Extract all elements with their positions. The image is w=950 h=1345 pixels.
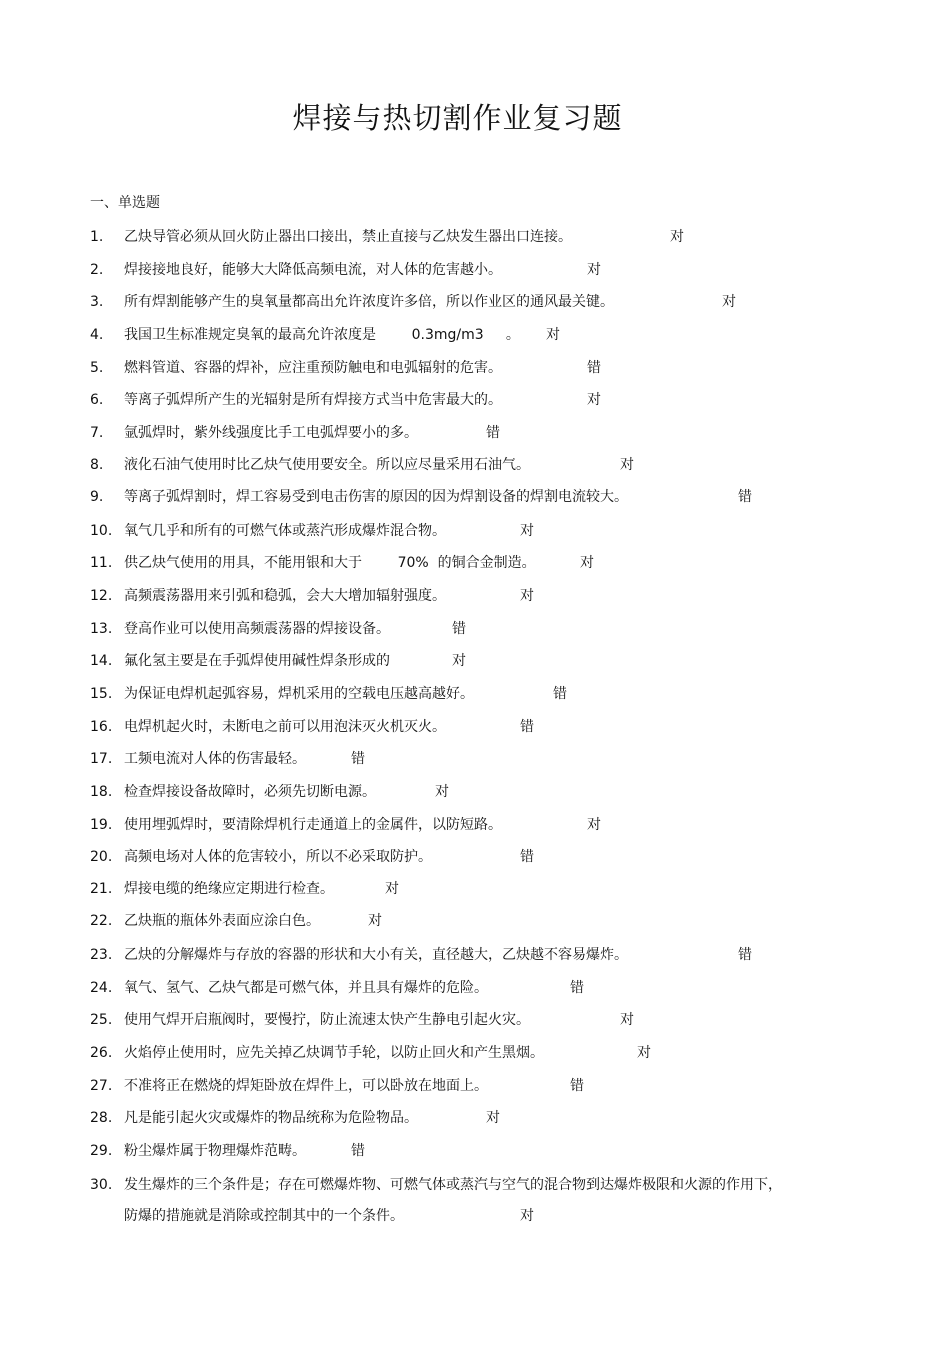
question-number: 15. (90, 686, 113, 702)
question-text: 燃料管道、容器的焊补，应注重预防触电和电弧辐射的危害。 (124, 360, 502, 376)
question-answer: 对 (670, 229, 684, 245)
question-text: 焊接电缆的绝缘应定期进行检查。 (124, 881, 334, 897)
question-number: 24. (90, 980, 113, 996)
question-answer: 错 (738, 489, 752, 505)
page-title: 焊接与热切割作业复习题 (292, 101, 623, 135)
question-text: 高频电场对人体的危害较小，所以不必采取防护。 (124, 849, 432, 865)
question-number: 29. (90, 1143, 113, 1159)
question-text: 使用气焊开启瓶阀时，要慢拧，防止流速太快产生静电引起火灾。 (124, 1012, 530, 1028)
question-text: 登高作业可以使用高频震荡器的焊接设备。 (124, 621, 390, 637)
question-number: 26. (90, 1045, 113, 1061)
question-number: 18. (90, 784, 113, 800)
question-text: 检查焊接设备故障时，必须先切断电源。 (124, 784, 376, 800)
question-answer: 错 (570, 980, 584, 996)
question-answer: 对 (587, 262, 601, 278)
question-number: 12. (90, 588, 113, 604)
question-answer: 错 (520, 719, 534, 735)
question-text: 粉尘爆炸属于物理爆炸范畴。 (124, 1143, 306, 1159)
question-text: 氟化氢主要是在手弧焊使用碱性焊条形成的 (124, 653, 390, 669)
question-answer: 对 (520, 588, 534, 604)
question-text: 等离子弧焊所产生的光辐射是所有焊接方式当中危害最大的。 (124, 392, 502, 408)
question-text: 高频震荡器用来引弧和稳弧，会大大增加辐射强度。 (124, 588, 446, 604)
question-answer: 对 (587, 817, 601, 833)
question-number: 25. (90, 1012, 113, 1028)
question-answer: 错 (520, 849, 534, 865)
question-text: 电焊机起火时，未断电之前可以用泡沫灭火机灭火。 (124, 719, 446, 735)
question-answer: 对 (620, 1012, 634, 1028)
question-answer: 对 (385, 881, 399, 897)
question-text: 乙炔的分解爆炸与存放的容器的形状和大小有关，直径越大，乙炔越不容易爆炸。 (124, 947, 628, 963)
question-number: 3. (90, 294, 104, 310)
question-number: 10. (90, 523, 113, 539)
question-answer: 对 (368, 913, 382, 929)
question-number: 13. (90, 621, 113, 637)
question-number: 30. (90, 1177, 113, 1193)
question-number: 20. (90, 849, 113, 865)
question-answer: 错 (738, 947, 752, 963)
question-answer: 对 (486, 1110, 500, 1126)
question-text: 液化石油气使用时比乙炔气使用要安全。所以应尽量采用石油气。 (124, 457, 530, 473)
question-number: 6. (90, 392, 104, 408)
question-number: 8. (90, 457, 104, 473)
question-text: 焊接接地良好，能够大大降低高频电流，对人体的危害越小。 (124, 262, 502, 278)
question-text: 使用埋弧焊时，要清除焊机行走通道上的金属件，以防短路。 (124, 817, 502, 833)
question-number: 5. (90, 360, 104, 376)
question-text: 氧气几乎和所有的可燃气体或蒸汽形成爆炸混合物。 (124, 523, 446, 539)
question-text: 乙炔瓶的瓶体外表面应涂白色。 (124, 913, 320, 929)
question-text: 我国卫生标准规定臭氧的最高允许浓度是 0.3mg/m3 。 (124, 327, 520, 343)
question-text: 不准将正在燃烧的焊矩卧放在焊件上，可以卧放在地面上。 (124, 1078, 488, 1094)
question-number: 1. (90, 229, 104, 245)
question-answer: 对 (580, 555, 594, 571)
question-number: 19. (90, 817, 113, 833)
question-number: 16. (90, 719, 113, 735)
question-number: 22. (90, 913, 113, 929)
question-text: 火焰停止使用时，应先关掉乙炔调节手轮，以防止回火和产生黑烟。 (124, 1045, 544, 1061)
question-number: 9. (90, 489, 104, 505)
question-answer: 错 (351, 1143, 365, 1159)
question-number: 28. (90, 1110, 113, 1126)
question-answer: 错 (570, 1078, 584, 1094)
question-answer: 错 (452, 621, 466, 637)
question-text: 为保证电焊机起弧容易，焊机采用的空载电压越高越好。 (124, 686, 474, 702)
question-text: 凡是能引起火灾或爆炸的物品统称为危险物品。 (124, 1110, 418, 1126)
question-number: 2. (90, 262, 104, 278)
question-answer: 错 (486, 425, 500, 441)
question-answer: 对 (587, 392, 601, 408)
question-number: 7. (90, 425, 104, 441)
question-text: 发生爆炸的三个条件是；存在可燃爆炸物、可燃气体或蒸汽与空气的混合物到达爆炸极限和火源的作用下，防爆的措施就是消除或控制其中的一个条件。 (124, 1177, 782, 1224)
question-number: 4. (90, 327, 104, 343)
question-answer: 对 (546, 327, 560, 343)
question-number: 27. (90, 1078, 113, 1094)
question-text: 等离子弧焊割时，焊工容易受到电击伤害的原因的因为焊割设备的焊割电流较大。 (124, 489, 628, 505)
question-answer: 对 (722, 294, 736, 310)
question-answer: 对 (435, 784, 449, 800)
question-answer: 错 (587, 360, 601, 376)
question-answer: 错 (553, 686, 567, 702)
question-text: 氧气、氢气、乙炔气都是可燃气体，并且具有爆炸的危险。 (124, 980, 488, 996)
question-answer: 对 (520, 1208, 534, 1224)
question-answer: 对 (452, 653, 466, 669)
question-text: 工频电流对人体的伤害最轻。 (124, 751, 306, 767)
question-answer: 错 (351, 751, 365, 767)
question-number: 23. (90, 947, 113, 963)
question-number: 11. (90, 555, 113, 571)
question-number: 14. (90, 653, 113, 669)
question-answer: 对 (637, 1045, 651, 1061)
question-text: 氩弧焊时，紫外线强度比手工电弧焊要小的多。 (124, 425, 418, 441)
question-text: 供乙炔气使用的用具，不能用银和大于 70% 的铜合金制造。 (124, 555, 536, 571)
question-number: 17. (90, 751, 113, 767)
question-answer: 对 (520, 523, 534, 539)
question-text: 乙炔导管必须从回火防止器出口接出，禁止直接与乙炔发生器出口连接。 (124, 229, 572, 245)
question-answer: 对 (620, 457, 634, 473)
section-heading: 一、单选题 (90, 195, 160, 211)
question-text: 所有焊割能够产生的臭氧量都高出允许浓度许多倍，所以作业区的通风最关键。 (124, 294, 614, 310)
question-number: 21. (90, 881, 113, 897)
